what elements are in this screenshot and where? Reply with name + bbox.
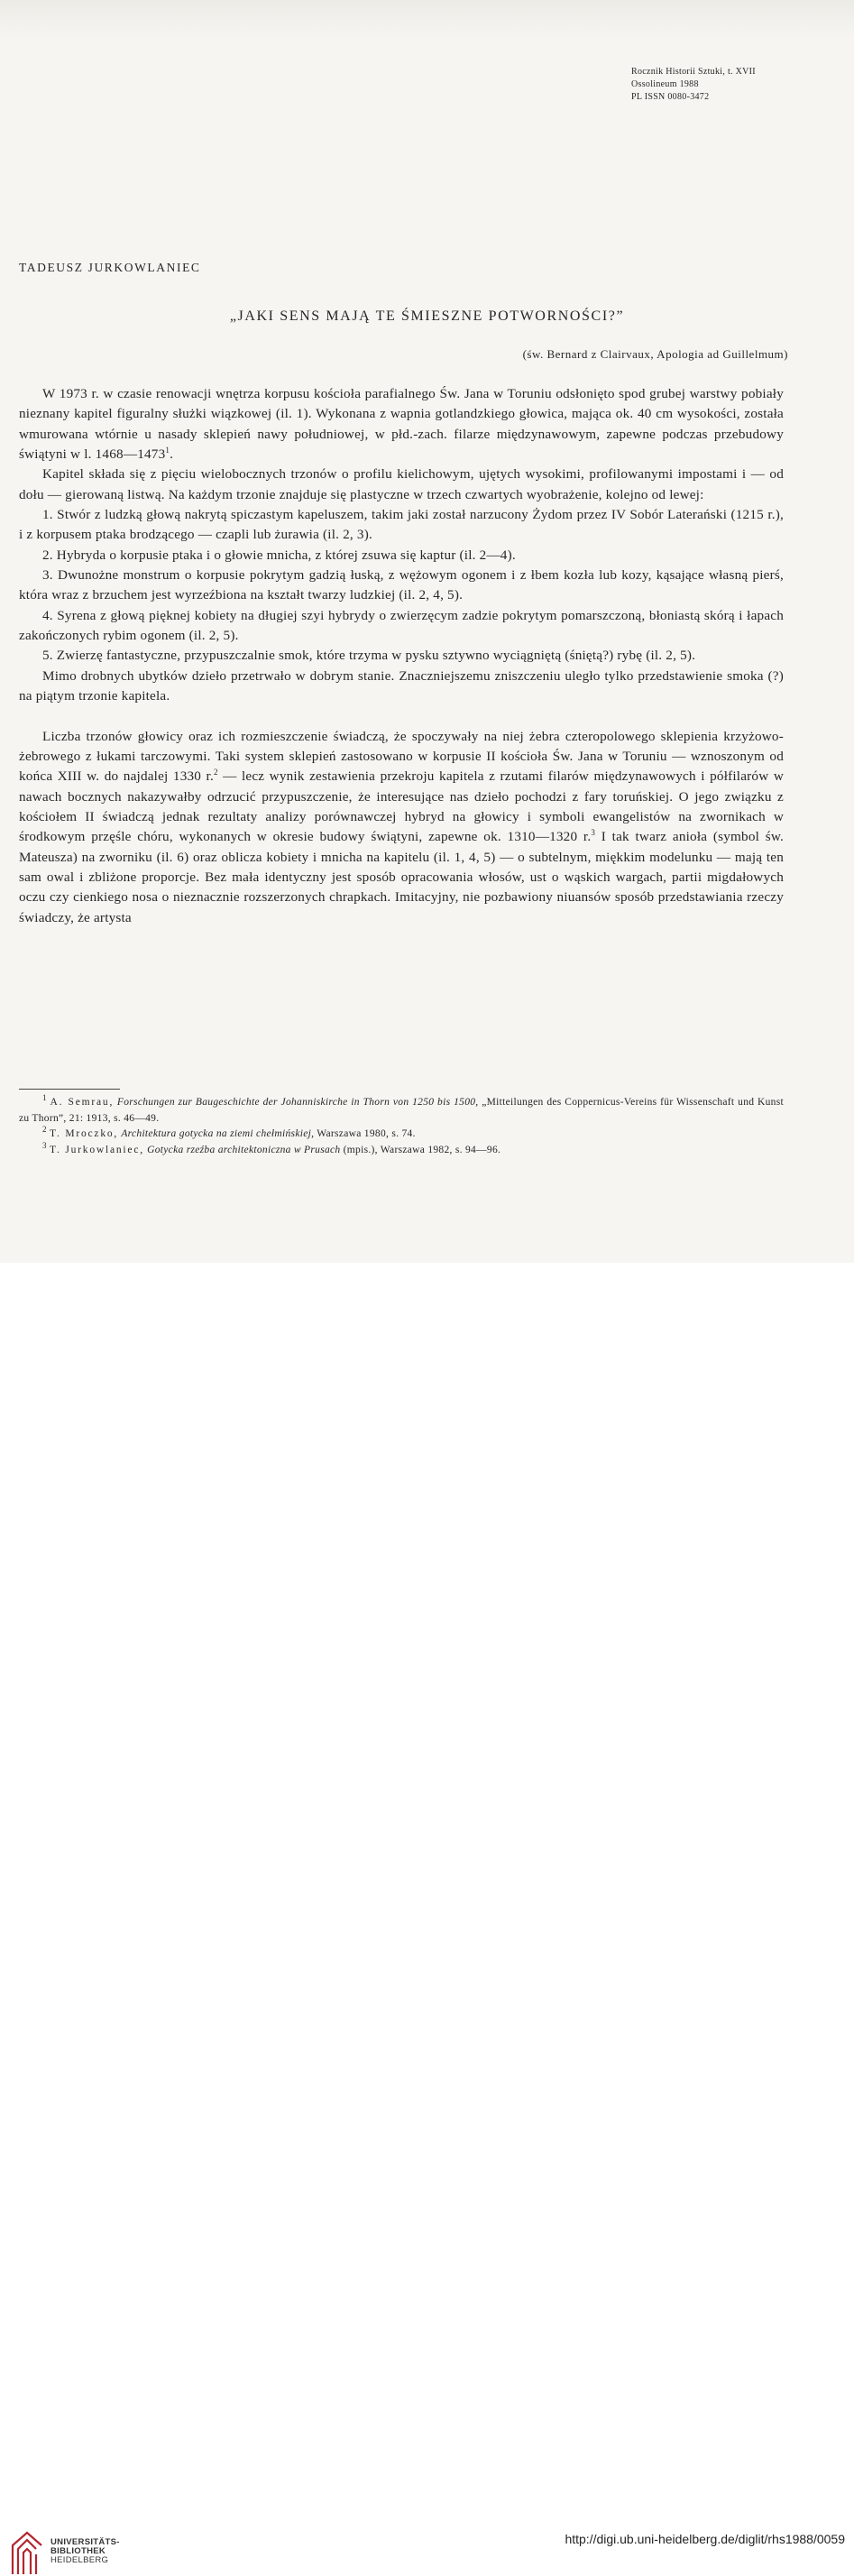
footer-bar <box>0 1263 854 2565</box>
journal-header <box>631 66 756 104</box>
list-item: 1. Stwór z ludzką głową nakrytą spiczastym kapeluszem, takim jaki został narzucony Żydom przez IV Sobór Laterański (1215 r.), i z korpusem ptaka brodzącego — czapli lub żurawia (il. 2, 3). <box>19 507 784 543</box>
article-body <box>19 384 784 928</box>
paragraph: Kapitel składa się z pięciu wielobocznych trzonów o profilu kielichowym, ujętych wysokimi, profilowanymi impostami i — od dołu — gierowaną listwą. Na każdym trzonie znajduje się plastyczne w trzech czwartych wyobrażenie, kolejno od lewej: <box>19 466 784 502</box>
issn: PL ISSN 0080-3472 <box>631 92 710 102</box>
footnote-ref: 3 <box>591 828 596 838</box>
page-top-edge <box>0 0 854 38</box>
article-motto: (św. Bernard z Clairvaux, Apologia ad Guillelmum) <box>522 347 788 361</box>
article-author: TADEUSZ JURKOWLANIEC <box>19 261 201 274</box>
library-logo-icon[interactable] <box>9 2529 47 2576</box>
library-name[interactable]: UNIVERSITÄTS- BIBLIOTHEK HEIDELBERG <box>51 2537 120 2565</box>
paragraph: Liczba trzonów głowicy oraz ich rozmieszczenie świadczą, że spoczywały na niej żebra czteropolowego sklepienia krzyżowo-żebrowego z łukami tarczowymi. Taki system sklepień zastosowano w korpusie II kościoła Św. Jana w Toruniu — wznoszonym od końca XIII w. do najdalej 1330 r.$^2$ — lecz wynik zestawienia przekroju kapitela z rzutami filarów międzynawowych i półfilarów w nawach bocznych nakazywałby odrzucić przypuszczenie, że interesujące nas dzieło pochodzi z fary toruńskiej. O jego związku z kościołem II świadczą jednak rezultaty analizy porównawczej hybryd na głowicy i symboli ewangelistów na zwornikach w środkowym przęśle chóru, wykonanych w okresie budowy świątyni, zapewne ok. 1310—1320 r.$^3$ I tak twarz anioła (symbol św. Mateusza) na zworniku (il. 6) oraz oblicza kobiety i mnicha na kapitelu (il. 1, 4, 5) — o subtelnym, miękkim modelunku — mają ten sam owal i zbliżone proporcje. Bez mała identyczny jest sposób opracowania włosów, ust o wąskich wargach, partii migdałowych oczu czy cienkiego nosa o nieznacznie rozszerzonych chrapkach. Imitacyjny, nie pozbawiony niuansów sposób przedstawiania rzeczy świadczy, że artysta <box>19 728 784 925</box>
list-item: 3. Dwunożne monstrum o korpusie pokrytym gadzią łuską, z wężowym ogonem i z łbem kozła lub kozy, kąsające własną pierś, która wraz z brzuchem jest wyrzeźbiona na kształt twarzy ludzkiej (il. 2, 4, 5). <box>19 567 784 603</box>
publisher-year: Ossolineum 1988 <box>631 79 699 89</box>
footnote-divider <box>19 1089 120 1090</box>
footnote-ref: 2 <box>213 768 218 777</box>
footnote: $^2$ T. Mroczko, Architektura gotycka na ziemi chełmińskiej, Warszawa 1980, s. 74. <box>42 1125 416 1139</box>
source-url-link[interactable]: http://digi.ub.uni-heidelberg.de/diglit/rhs1988/0059 <box>565 2532 845 2546</box>
list-item: 2. Hybryda o korpusie ptaka i o głowie mnicha, z której zsuwa się kaptur (il. 2—4). <box>42 547 516 563</box>
journal-name: Rocznik Historii Sztuki, t. XVII <box>631 67 756 77</box>
article-title: „JAKI SENS MAJĄ TE ŚMIESZNE POTWORNOŚCI?” <box>229 308 625 324</box>
paragraph: W 1973 r. w czasie renowacji wnętrza korpusu kościoła parafialnego Św. Jana w Toruniu odsłonięto spod grubej warstwy pobiały nieznany kapitel figuralny służki wiązkowej (il. 1). Wykonana z wapnia gotlandzkiego głowica, mająca ok. 40 cm wysokości, została wmurowana wtórnie u nasady sklepień nawy południowej, w płd.-zach. filarze międzynawowym, zapewne podczas przebudowy świątyni w l. 1468—1473$^1$. <box>19 386 784 463</box>
footnote: $^1$ A. Semrau, Forschungen zur Baugeschichte der Johanniskirche in Thorn von 1250 bis 1500, „Mitteilungen des Coppernicus-Vereins für Wissenschaft und Kunst zu Thorn”, 21: 1913, s. 46—49. <box>19 1093 784 1124</box>
footnotes <box>19 1095 784 1158</box>
list-item: 4. Syrena z głową pięknej kobiety na długiej szyi hybrydy o zwierzęcym zadzie pokrytym pomarszczoną, błoniastą skórą i łapach zakończonych rybim ogonem (il. 2, 5). <box>19 607 784 644</box>
scanned-page <box>0 0 854 1263</box>
paragraph: Mimo drobnych ubytków dzieło przetrwało w dobrym stanie. Znaczniejszemu zniszczeniu uległo tylko przedstawienie smoka (?) na piątym trzonie kapitela. <box>19 667 784 704</box>
list-item: 5. Zwierzę fantastyczne, przypuszczalnie smok, które trzyma w pysku sztywno wyciągniętą (śniętą?) rybę (il. 2, 5). <box>42 648 696 664</box>
footnote-ref: 1 <box>165 445 170 455</box>
footnote: $^3$ T. Jurkowlaniec, Gotycka rzeźba architektoniczna w Prusach (mpis.), Warszawa 1982, s. 94—96. <box>42 1140 501 1155</box>
